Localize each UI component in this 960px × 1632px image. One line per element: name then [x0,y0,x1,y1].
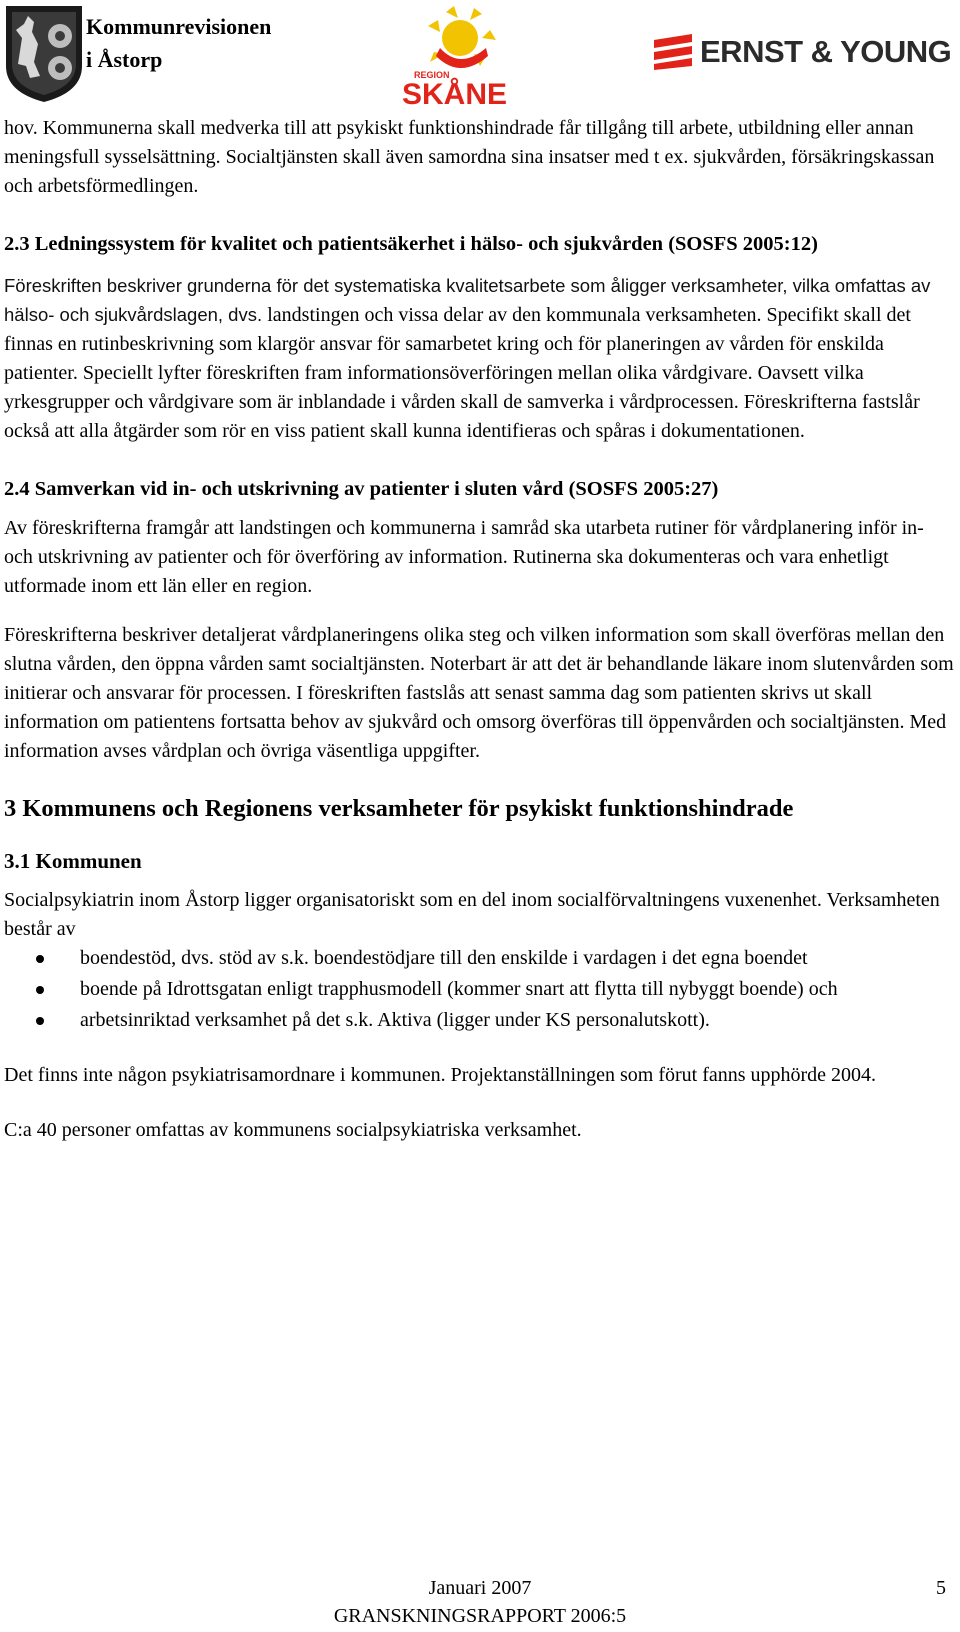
activities-list [4,944,956,1035]
section-3-1-paragraph-1: Socialpsykiatrin inom Åstorp ligger organisatoriskt som en del inom socialförvaltningens vuxenenhet. Verksamheten består av [4,889,940,940]
ernst-young-label: ERNST & YOUNG [700,34,952,69]
kommunrevisionen-label [86,10,271,76]
page-header [0,0,960,112]
astorp-coat-of-arms-icon [4,4,84,104]
bullet-icon [36,986,44,994]
section-2-3-heading: 2.3 Ledningssystem för kvalitet och patientsäkerhet i hälso- och sjukvården (SOSFS 2005:12) [4,233,818,255]
section-2-3-text-part2: landstingen och vissa delar av den kommunala verksamheten. Specifikt skall det finnas en rutinbeskrivning som klargör ansvar för samarbetet kring och för planeringen av vården för enskilda patienter. Speciellt lyfter föreskriften fram informationsöverföringen mellan olika vårdgivare. Oavsett vilka yrkesgrupper och vårdgivare som är inblandade i vården skall de samverka i vårdprocessen. Föreskrifterna fastslår också att alla åtgärder som rör en viss patient skall kunna identifieras och spåras i dokumentationen. [4,304,920,442]
section-3-1-heading: 3.1 Kommunen [4,849,142,873]
list-item-text: boendestöd, dvs. stöd av s.k. boendestödjare till den enskilde i vardagen i det egna boendet [80,947,808,969]
footer-report-id: GRANSKNINGSRAPPORT 2006:5 [333,1605,627,1627]
page-number: 5 [936,1577,946,1599]
list-item [4,975,956,1004]
section-3-1-paragraph-2: Det finns inte någon psykiatrisamordnare i kommunen. Projektanställningen som förut fanns upphörde 2004. [4,1064,877,1086]
list-item [4,1006,956,1035]
document-body [4,114,956,1145]
kommun-line-2: i Åstorp [86,47,163,72]
region-skane-logo [400,4,526,108]
section-2-4-heading: 2.4 Samverkan vid in- och utskrivning av patienter i sluten vård (SOSFS 2005:27) [4,478,719,500]
kommun-line-1: Kommunrevisionen [86,14,272,39]
section-2-3-text-part1: Föreskriften beskriver grunderna för det systematiska kvalitetsarbete som åligger verksamheter, vilka omfattas av hälso- och sjukvårdslagen, dvs. [4,275,931,325]
section-2-3-paragraph [4,271,956,446]
section-3-heading: 3 Kommunens och Regionens verksamheter för psykiskt funktionshindrade [4,795,794,822]
region-label: REGION [414,70,450,80]
list-item [4,944,956,973]
list-item-text: boende på Idrottsgatan enligt trapphusmodell (kommer snart att flytta till nybyggt boende) och [80,978,838,1000]
section-2-4-paragraph-1: Av föreskrifterna framgår att landstingen och kommunerna i samråd ska utarbeta rutiner för vårdplanering inför in- och utskrivning av patienter och för överföring av information. Rutinerna ska dokumenteras och vara enhetligt utformade inom ett län eller en region. [4,517,924,597]
footer-date: Januari 2007 [428,1577,532,1599]
section-2-4-paragraph-2: Föreskrifterna beskriver detaljerat vårdplaneringens olika steg och vilken information som skall överföras mellan den slutna vården, den öppna vården samt socialtjänsten. Noterbart är att det är behandlande läkare inom slutenvården som initierar och ansvarar för processen. I föreskriften fastslås att senast samma dag som patienten skrivs ut skall information om patientens fortsatta behov av sjukvård och omsorg överföras till öppenvården och socialtjänsten. Med information avses vårdplan och övriga väsentliga uppgifter. [4,624,954,762]
bullet-icon [36,1017,44,1025]
skane-label: SKÅNE [402,78,508,108]
bullet-icon [36,955,44,963]
intro-paragraph: hov. Kommunerna skall medverka till att psykiskt funktionshindrade får tillgång till arbete, utbildning eller annan meningsfull sysselsättning. Socialtjänsten skall även samordna sina insatser med t ex. sjukvården, försäkringskassan och arbetsförmedlingen. [4,117,935,197]
section-3-1-paragraph-3: C:a 40 personer omfattas av kommunens socialpsykiatriska verksamhet. [4,1119,582,1141]
list-item-text: arbetsinriktad verksamhet på det s.k. Aktiva (ligger under KS personalutskott). [80,1009,710,1031]
